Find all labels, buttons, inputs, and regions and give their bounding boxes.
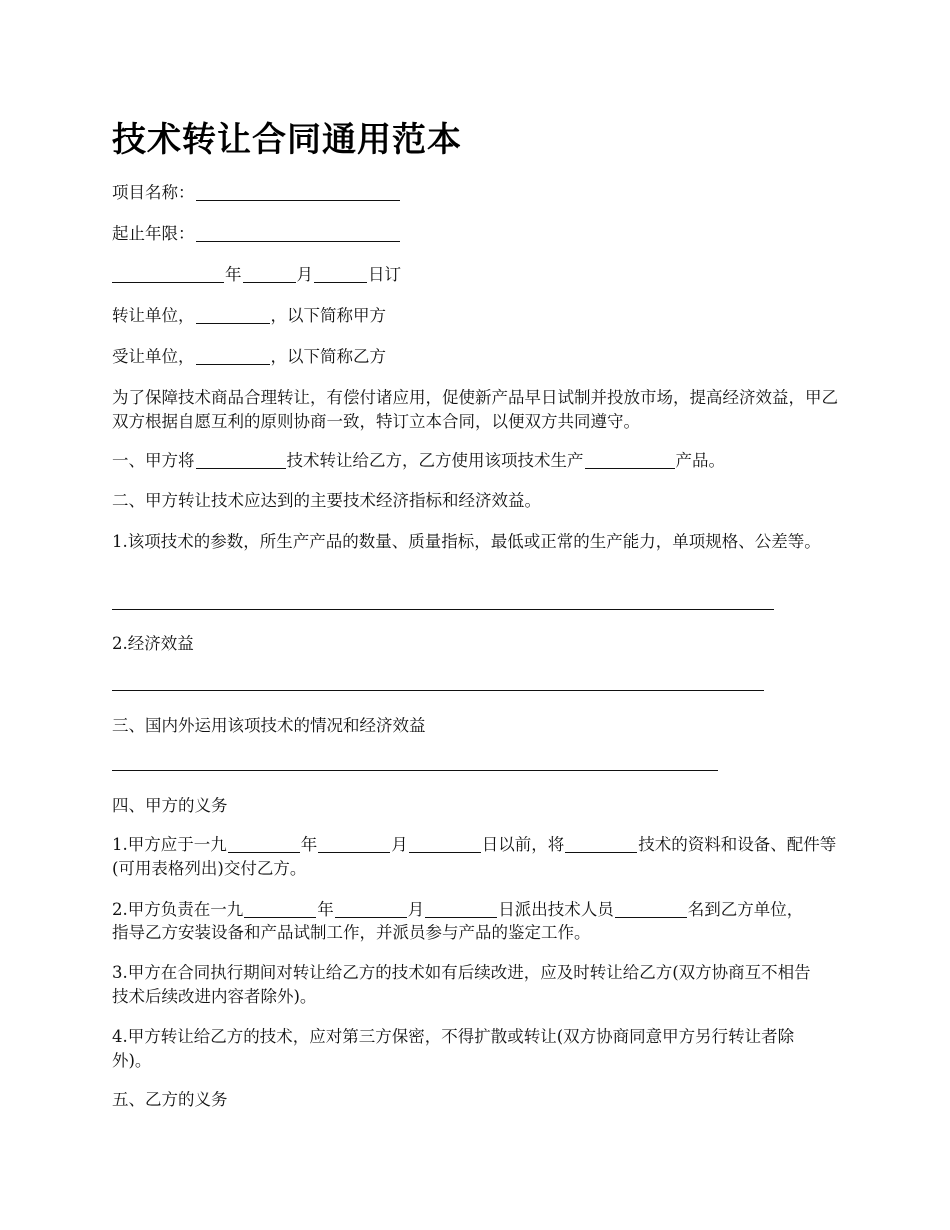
product-name-blank[interactable] — [585, 467, 675, 469]
transferor-line — [112, 304, 842, 328]
transferor-suffix: ，以下简称甲方 — [270, 306, 386, 325]
clause-5-heading: 五、乙方的义务 — [112, 1090, 228, 1109]
clause-4-1-part-e: 技术的资料和设备、配件等(可用表格列出)交付乙方。 — [112, 835, 837, 878]
clause-2-item-1: 1.该项技术的参数，所生产产品的数量、质量指标，最低或正常的生产能力，单项规格、公差等。 — [112, 532, 821, 551]
clause-3-fill-line[interactable] — [112, 770, 718, 771]
clause-2-item-2-fill-line[interactable] — [112, 690, 764, 691]
clause-1-part-a: 一、甲方将 — [112, 451, 195, 470]
month-blank[interactable] — [243, 281, 296, 283]
period-blank[interactable] — [196, 240, 400, 242]
clause-4-2-part-b: 年 — [317, 900, 334, 919]
clause-4-item-2-line-1 — [112, 898, 842, 922]
staff-count-blank[interactable] — [615, 916, 687, 918]
clause-1-part-c: 产品。 — [675, 451, 725, 470]
delivery-day-blank[interactable] — [409, 851, 481, 853]
project-name-blank[interactable] — [196, 199, 400, 201]
clause-4-1-part-d: 日以前，将 — [481, 835, 565, 854]
clause-4-item-1 — [112, 833, 842, 881]
dispatch-day-blank[interactable] — [425, 916, 497, 918]
signing-date-line — [112, 263, 842, 287]
clause-2-item-1-fill-line[interactable] — [112, 609, 774, 610]
transferor-label: 转让单位， — [112, 306, 195, 325]
transferee-blank[interactable] — [196, 363, 270, 365]
delivery-month-blank[interactable] — [318, 851, 390, 853]
clause-4-1-part-a: 1.甲方应于一九 — [112, 835, 227, 854]
clause-4-2-part-a: 2.甲方负责在一九 — [112, 900, 244, 919]
transferor-blank[interactable] — [196, 322, 270, 324]
delivered-technology-blank[interactable] — [565, 851, 637, 853]
clause-4-2-part-d: 日派出技术人员 — [498, 900, 614, 919]
period-label: 起止年限： — [112, 224, 195, 243]
document-title: 技术转让合同通用范本 — [112, 120, 462, 160]
technology-name-blank[interactable] — [196, 467, 286, 469]
day-label: 日订 — [368, 265, 401, 284]
clause-4-1-part-b: 年 — [300, 835, 318, 854]
clause-4-1-part-c: 月 — [391, 835, 408, 854]
dispatch-year-blank[interactable] — [244, 916, 316, 918]
transferee-suffix: ，以下简称乙方 — [270, 347, 386, 366]
transferee-label: 受让单位， — [112, 347, 195, 366]
clause-1 — [112, 449, 842, 473]
dispatch-month-blank[interactable] — [335, 916, 407, 918]
clause-1-part-b: 技术转让给乙方，乙方使用该项技术生产 — [286, 451, 584, 470]
clause-4-item-2-line-2: 指导乙方安装设备和产品试制工作，并派员参与产品的鉴定工作。 — [112, 923, 591, 942]
delivery-year-blank[interactable] — [228, 851, 300, 853]
clause-4-2-part-e: 名到乙方单位， — [687, 900, 804, 919]
clause-2-heading: 二、甲方转让技术应达到的主要技术经济指标和经济效益。 — [112, 491, 541, 510]
clause-4-heading: 四、甲方的义务 — [112, 796, 228, 815]
project-name-label: 项目名称： — [112, 183, 195, 202]
preamble-paragraph: 为了保障技术商品合理转让，有偿付诸应用，促使新产品早日试制并投放市场，提高经济效益，甲乙双方根据自愿互利的原则协商一致，特订立本合同，以便双方共同遵守。 — [112, 388, 838, 431]
transferee-line — [112, 345, 842, 369]
clause-3-heading: 三、国内外运用该项技术的情况和经济效益 — [112, 716, 426, 735]
clause-4-item-3: 3.甲方在合同执行期间对转让给乙方的技术如有后续改进，应及时转让给乙方(双方协商互不相告技术后续改进内容者除外)。 — [112, 963, 811, 1006]
project-name-line — [112, 181, 842, 205]
clause-4-2-part-c: 月 — [407, 900, 425, 919]
month-label: 月 — [296, 265, 313, 284]
period-line — [112, 222, 842, 246]
year-label: 年 — [225, 265, 242, 284]
day-blank[interactable] — [314, 281, 367, 283]
clause-4-item-4: 4.甲方转让给乙方的技术，应对第三方保密，不得扩散或转让(双方协商同意甲方另行转让者除外)。 — [112, 1027, 795, 1070]
clause-2-item-2: 2.经济效益 — [112, 634, 194, 653]
year-blank[interactable] — [112, 281, 224, 283]
